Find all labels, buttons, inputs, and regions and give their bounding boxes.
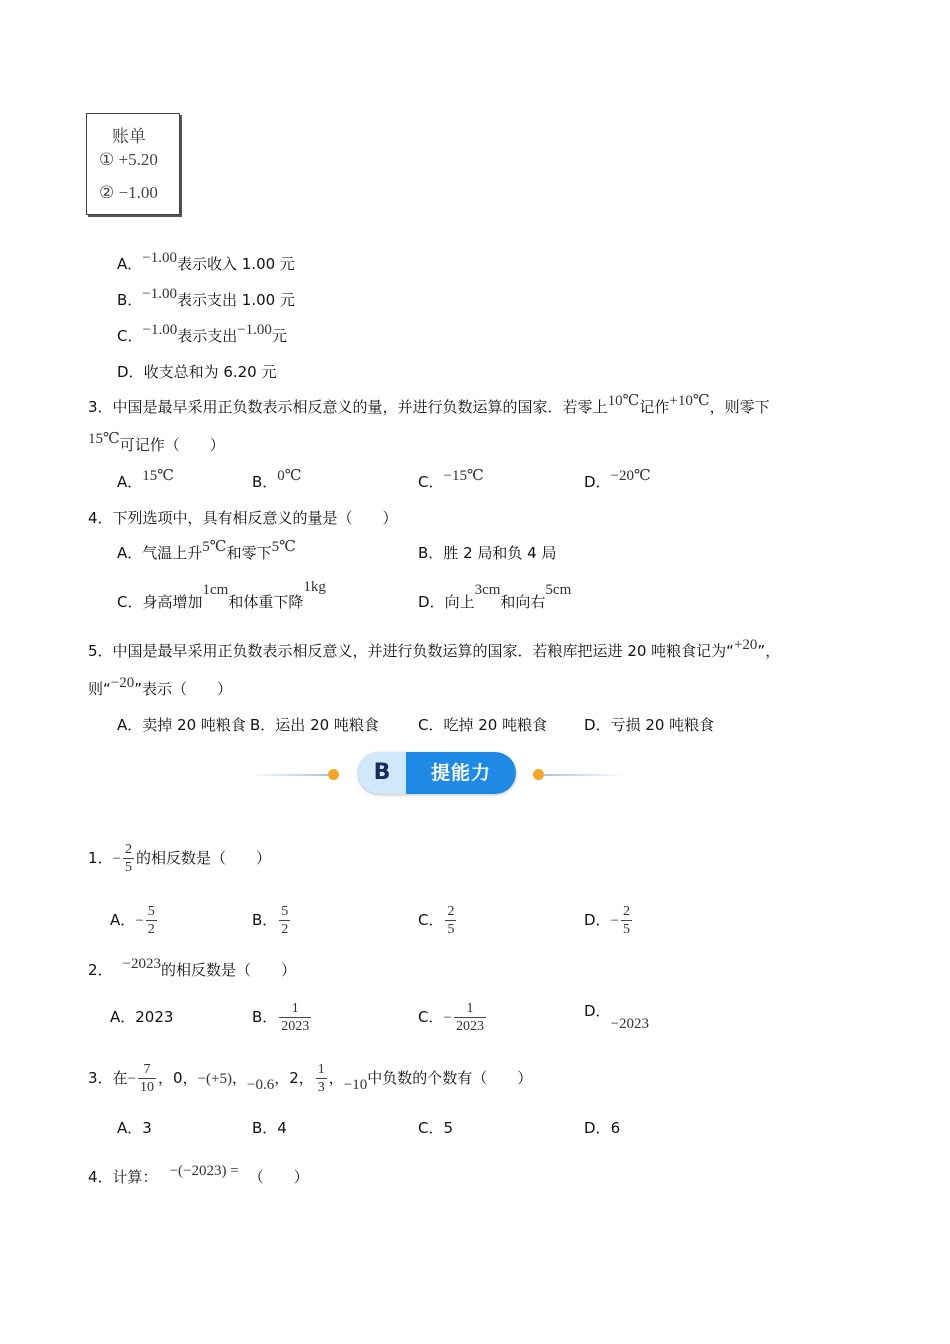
b3-option-b[interactable]: B．4 <box>252 1119 287 1137</box>
b3-option-a[interactable]: A．3 <box>117 1119 152 1137</box>
math: −1.00 <box>142 322 178 338</box>
q5-stem-line1: 5．中国是最早采用正负数表示相反意义，并进行负数运算的国家．若粮库把运进 20 吨粮食记为“+20”， <box>88 637 781 660</box>
q3-stem-line1: 3．中国是最早采用正负数表示相反意义的量，并进行负数运算的国家．若零上10℃记作+10℃，则零下 <box>88 393 770 416</box>
b2-option-a[interactable]: A．2023 <box>110 1008 174 1026</box>
q5-option-c[interactable]: C．吃掉 20 吨粮食 <box>418 716 548 734</box>
banner-title: 提能力 <box>430 762 491 784</box>
bill-title: 账单 <box>112 127 146 146</box>
b3-option-c[interactable]: C．5 <box>418 1119 454 1137</box>
banner-line-right <box>544 774 626 776</box>
q2-option-d[interactable]: D．收支总和为 6.20 元 <box>117 363 277 381</box>
section-banner <box>248 752 628 798</box>
fraction: $\frac{2}{5}$ <box>125 842 133 875</box>
q3-option-b[interactable]: B．0℃ <box>252 468 302 491</box>
q5-option-a[interactable]: A．卖掉 20 吨粮食 <box>117 716 246 734</box>
banner-dot-right <box>533 769 544 780</box>
q4-option-d[interactable]: D．向上3cm和向右5cm <box>418 582 572 611</box>
b1-stem: 1．− $\frac{2}{5}$ 的相反数是（ ） <box>88 842 272 875</box>
banner-letter: B <box>358 752 406 794</box>
q3-option-d[interactable]: D．−20℃ <box>584 468 651 491</box>
b3-stem: 3．在− $\frac{7}{10}$ ，0，−(+5)，−0.6，2， $\frac{1}{3}$ ，−10中负数的个数有（ ） <box>88 1062 533 1095</box>
b1-option-c[interactable]: C． $\frac{2}{5}$ <box>418 904 455 937</box>
b1-option-b[interactable]: B． $\frac{5}{2}$ <box>252 904 289 937</box>
banner-dot-left <box>328 769 339 780</box>
banner-line-left <box>248 774 330 776</box>
q3-option-c[interactable]: C．−15℃ <box>418 468 484 491</box>
math: −1.00 <box>142 250 177 266</box>
b2-option-c[interactable]: C．− $\frac{1}{2023}$ <box>418 1001 484 1034</box>
b4-stem: 4．计算： −(−2023) = （ ） <box>88 1163 309 1186</box>
q4-option-b[interactable]: B．胜 2 局和负 4 局 <box>418 544 557 562</box>
q5-stem-line2: 则“−20”表示（ ） <box>88 675 233 698</box>
math: −1.00 <box>142 286 178 302</box>
b1-option-a[interactable]: A．− $\frac{5}{2}$ <box>110 904 155 937</box>
q2-option-a[interactable]: A．−1.00表示收入 1.00 元 <box>117 250 295 273</box>
q4-option-c[interactable]: C．身高增加1cm和体重下降1kg <box>117 579 326 611</box>
q2-option-c[interactable]: C．−1.00表示支出−1.00元 <box>117 322 287 345</box>
b2-option-d[interactable]: D．−2023 <box>584 1002 650 1032</box>
q3-stem-line2: 15℃可记作（ ） <box>88 431 225 454</box>
b2-stem: 2． −2023的相反数是（ ） <box>88 956 297 979</box>
q2-option-b[interactable]: B．−1.00表示支出 1.00 元 <box>117 286 295 309</box>
q5-option-b[interactable]: B．运出 20 吨粮食 <box>250 716 379 734</box>
bill-line-2: ② −1.00 <box>99 183 158 202</box>
q4-stem: 4．下列选项中，具有相反意义的量是（ ） <box>88 509 398 527</box>
math: −1.00 <box>237 322 272 338</box>
banner-pill <box>358 752 516 794</box>
q5-option-d[interactable]: D．亏损 20 吨粮食 <box>584 716 715 734</box>
b3-option-d[interactable]: D．6 <box>584 1119 621 1137</box>
b2-option-b[interactable]: B． $\frac{1}{2023}$ <box>252 1001 310 1034</box>
q3-option-a[interactable]: A．15℃ <box>117 468 175 491</box>
bill-line-1: ① +5.20 <box>99 150 158 169</box>
bill-box <box>86 113 180 215</box>
b1-option-d[interactable]: D．− $\frac{2}{5}$ <box>584 904 631 937</box>
q4-option-a[interactable]: A．气温上升5℃和零下5℃ <box>117 539 296 562</box>
